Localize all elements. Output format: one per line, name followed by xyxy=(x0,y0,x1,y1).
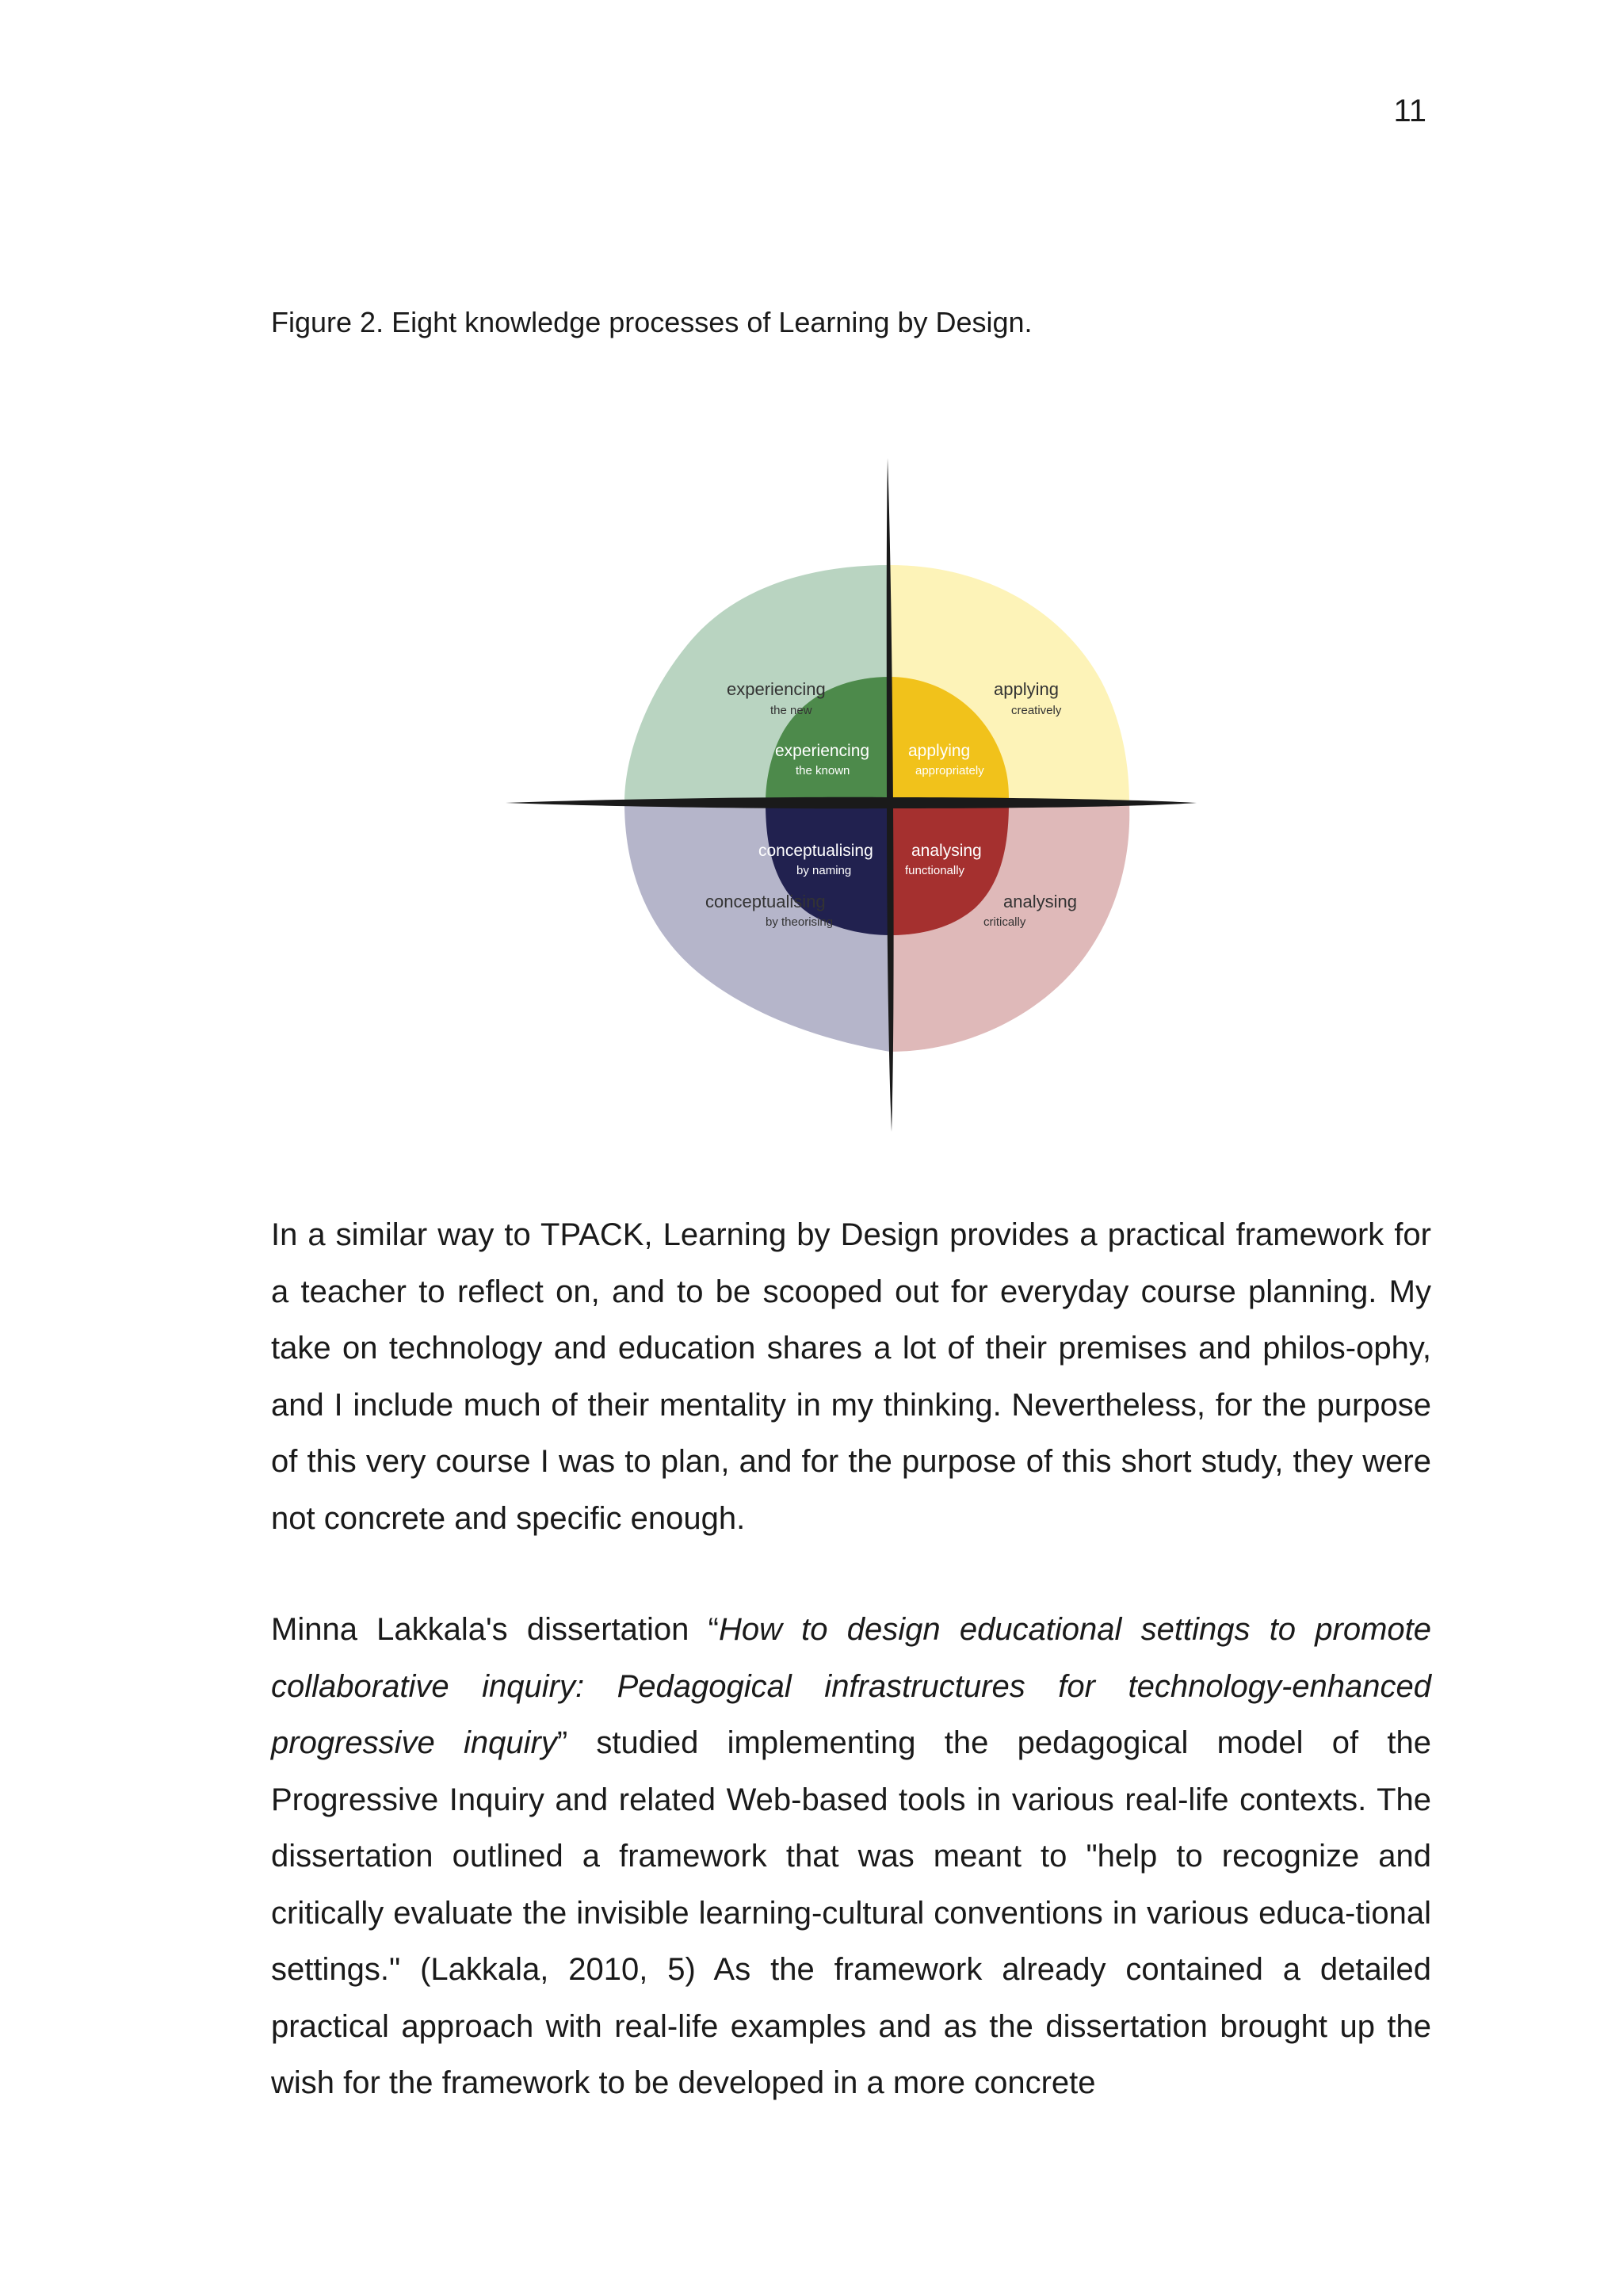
inner-label-experiencing: experiencing xyxy=(775,742,870,760)
paragraph-continuation-text: ” studied implementing the pedagogical model of the Progressive Inquiry and related Web-based tools in various real-life contexts. The dissertation outlined a framework that was meant to "help to recognize and critically evaluate the invisible learning-cultural conventions in various educa-tional settings." (Lakkala, 2010, 5) As the framework already contained a detailed practical approach with real-life examples and as the dissertation brought up the wish for the framework to be developed in a more concrete xyxy=(271,1725,1432,2100)
outer-sublabel-creatively: creatively xyxy=(1011,704,1062,717)
inner-sublabel-the-known: the known xyxy=(796,764,850,777)
paragraph-intro-text: Minna Lakkala's dissertation “ xyxy=(271,1612,719,1647)
outer-label-applying: applying xyxy=(994,679,1059,699)
dissertation-title: How to design educational settings to promote collaborative inquiry: Pedagogical infrastructures for technology-enhanced progressive inquiry xyxy=(271,1612,1431,1760)
inner-sublabel-appropriately: appropriately xyxy=(915,764,984,777)
outer-label-experiencing: experiencing xyxy=(727,679,826,699)
outer-label-analysing: analysing xyxy=(1003,892,1077,911)
inner-sublabel-by-naming: by naming xyxy=(796,864,852,877)
inner-label-analysing: analysing xyxy=(911,842,982,860)
inner-label-conceptualising: conceptualising xyxy=(758,842,873,860)
inner-sublabel-functionally: functionally xyxy=(905,864,965,877)
knowledge-processes-figure xyxy=(491,452,1205,1133)
outer-label-conceptualising: conceptualising xyxy=(705,892,826,911)
inner-label-applying: applying xyxy=(908,742,971,760)
page-number: 11 xyxy=(1393,94,1426,128)
figure-caption: Figure 2. Eight knowledge processes of Learning by Design. xyxy=(271,306,1033,338)
outer-sublabel-critically: critically xyxy=(983,915,1026,929)
outer-sublabel-by-theorising: by theorising xyxy=(766,915,834,929)
paragraph-learning-by-design: In a similar way to TPACK, Learning by Design provides a practical framework for a teacher to reflect on, and to be scooped out for everyday course planning. My take on technology and education shares a lot of their premises and philos-ophy, and I include much of their mentality in my thinking. Nevertheless, for the purpose of this very course I was to plan, and for the purpose of this short study, they were not concrete and specific enough. xyxy=(271,1217,1431,1536)
outer-sublabel-the-new: the new xyxy=(770,704,812,717)
paragraph-lakkala-dissertation xyxy=(271,1602,1431,2112)
